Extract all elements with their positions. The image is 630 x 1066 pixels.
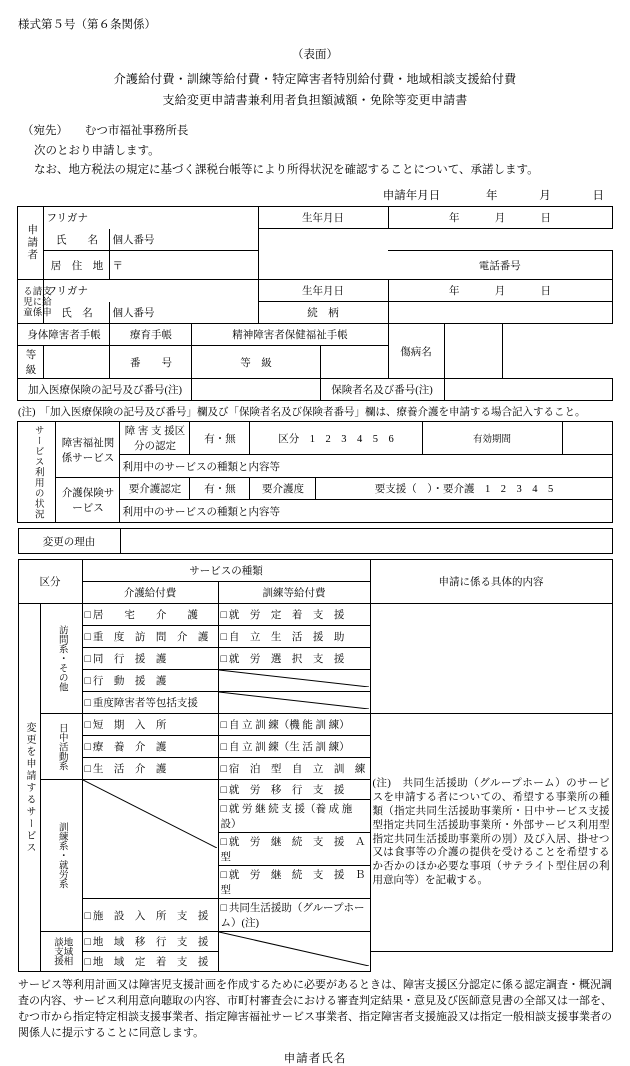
yokaigo-label: 要介護認定: [120, 478, 190, 500]
signature-label: 申請者氏名: [283, 1052, 347, 1065]
service-item-kunren-6[interactable]: □ 就 労 移 行 支 援: [218, 780, 370, 800]
service-item-kaigo-10[interactable]: □ 地 域 定 着 支 援: [82, 952, 218, 972]
group-kunren: 訓練系・就労系: [40, 780, 82, 932]
child-relation-label: 続 柄: [258, 302, 388, 324]
applicant-birth-value: 年 月 日: [388, 207, 612, 229]
shintai-label: 身体障害者手帳: [18, 324, 110, 346]
kubun-umu: 有・無: [190, 422, 250, 455]
kubun-levels: 区分 1 2 3 4 5 6: [250, 422, 422, 455]
shintai-grade-label: 等 級: [18, 346, 44, 379]
service-item-kunren-2[interactable]: □ 就 労 選 択 支 援: [218, 648, 370, 670]
group-chiiki: 地域相談支援: [40, 932, 82, 972]
service-item-kunren-9[interactable]: □ 就 労 継 続 支 援 Ｂ 型: [218, 866, 370, 899]
child-relation-value: [388, 302, 612, 324]
detail-header: 申請に係る具体的内容: [370, 560, 612, 604]
service-item-kunren-0[interactable]: □ 就 労 定 着 支 援: [218, 604, 370, 626]
addressee-line: [22, 122, 630, 138]
service-item-kaigo-5[interactable]: □ 短 期 入 所: [82, 714, 218, 736]
service-item-kunren-3[interactable]: □ 自 立 訓 練（機 能 訓 練）: [218, 714, 370, 736]
service-item-kunren-4[interactable]: □ 自 立 訓 練（生 活 訓 練）: [218, 736, 370, 758]
service-item-kaigo-2[interactable]: □ 同 行 援 護: [82, 648, 218, 670]
kunren-benefit-header: 訓練等給付費: [218, 582, 370, 604]
insurance-symbol-label: 加入医療保険の記号及び番号(注): [18, 379, 192, 401]
kubun-header: 区分: [18, 560, 82, 604]
service-item-kaigo-3[interactable]: □ 行 動 援 護: [82, 670, 218, 692]
kaigo-insurance-label: 介護保険サービス: [56, 478, 120, 523]
app-date-year: 年: [486, 190, 498, 202]
applicant-name-label: 氏 名: [44, 229, 110, 251]
statement-1: 次のとおり申請します。: [34, 145, 160, 157]
child-birth-value: 年 月 日: [388, 280, 612, 302]
service-item-kaigo-8[interactable]: □ 施 設 入 所 支 援: [82, 899, 218, 932]
document-title-line1: 介護給付費・訓練等給付費・特定障害者特別給付費・地域相談支援給付費: [113, 72, 517, 86]
detail-cell-top[interactable]: [370, 604, 612, 714]
ryoiku-label: 療育手帳: [110, 324, 192, 346]
service-item-kaigo-1[interactable]: □ 重 度 訪 問 介 護: [82, 626, 218, 648]
injury-label: 傷病名: [388, 324, 444, 379]
applicant-personal-no-label: 個人番号: [110, 229, 258, 251]
service-item-kunren-10[interactable]: □ 共同生活援助（グループホーム）(注): [218, 899, 370, 932]
group-homon: 訪問系・その他: [40, 604, 82, 714]
applicant-side-label: 申請者: [18, 207, 44, 280]
application-date-row: [0, 187, 604, 203]
yuko-label: 有効期間: [422, 422, 562, 455]
applicant-address-label: 居 住 地: [44, 251, 110, 280]
service-item-kunren-7[interactable]: □ 就 労 継 続 支 援（養 成 施 設）: [218, 800, 370, 833]
applicant-info-table: [17, 206, 612, 401]
applicant-address-value: 〒: [110, 251, 258, 280]
form-number: 様式第５号（第６条関係）: [18, 19, 156, 31]
kaigo-benefit-header: 介護給付費: [82, 582, 218, 604]
note-1: (注) 「加入医療保険の記号及び番号」欄及び「保険者名及び保険者番号」欄は、療養介護を申請する場合記入すること。: [18, 407, 586, 418]
service-item-kaigo-4[interactable]: □ 重度障害者等包括支援: [82, 692, 218, 714]
applicant-birth-label: 生年月日: [258, 207, 388, 229]
app-date-month: 月: [539, 190, 551, 202]
blank-diagonal-2: [218, 692, 370, 714]
app-date-day: 日: [592, 190, 604, 202]
injury-value: [444, 324, 502, 379]
side-label: （表面）: [292, 49, 338, 61]
document-page: [0, 16, 630, 1065]
applicant-phone-label: 電話番号: [388, 251, 612, 280]
yoshien-levels: 要支援（ ）・要介護 1 2 3 4 5: [316, 478, 612, 500]
service-item-kaigo-9[interactable]: □ 地 域 移 行 支 援: [82, 932, 218, 952]
seishin-grade-label: 等 級: [192, 346, 320, 379]
insurance-symbol-value: [192, 379, 320, 401]
kubun-label: 障 害 支 援区分の認定: [120, 422, 190, 455]
service-item-kunren-5[interactable]: □ 宿 泊 型 自 立 訓 練: [218, 758, 370, 780]
change-reason-value: [120, 529, 612, 554]
detail-note-head: (注): [372, 778, 391, 790]
service-status-table: [17, 421, 612, 523]
applicant-furigana-label: フリガナ: [44, 207, 258, 229]
service-item-kunren-1[interactable]: □ 自 立 生 活 援 助: [218, 626, 370, 648]
seishin-grade-value: [320, 346, 388, 379]
child-furigana-label: フリガナ: [44, 280, 258, 302]
change-reason-label: 変更の理由: [18, 529, 120, 554]
yuko-value: [562, 422, 612, 455]
addressee-name: むつ市福祉事務所長: [84, 125, 189, 137]
document-title-line2: 支給変更申請書兼利用者負担額減額・免除等変更申請書: [162, 93, 468, 107]
blank-diagonal-4: [218, 932, 370, 972]
consent-text: サービス等利用計画又は障害児支援計画を作成するために必要があるときは、障害支援区分認定に係る認定調査・概況調査の内容、サービス利用意向聴取の内容、市町村審査会における審査判定結果・意見及び医師意見書の全部又は一部を、むつ市から指定特定相談支援事業者、指定障害福祉サービス事業者、指定障害者支援施設又は指定一般相談支援事業者の関係人に提示することに同意します。: [18, 979, 612, 1039]
shogai-using-label: 利用中のサービスの種類と内容等: [120, 455, 612, 478]
detail-note-body: 共同生活援助（グループホーム）のサービスを申請する者についての、希望する事業所の種類（指定共同生活援助事業所・日中サービス支援型指定共同生活援助事業所・外部サービス利用型指定共同生活援助事業所の別）及び入居、掛せつ又は食事等の介護の提供を受けることを希望するか否かのほか必要な事項（サテライト型住居の利用意向等）を記載する。: [372, 778, 610, 887]
insurer-value: [444, 379, 612, 401]
addressee-prefix: （宛先）: [22, 125, 68, 137]
service-side-label: 変更を申請するサービス: [18, 604, 40, 972]
group-nicchu: 日中活動系: [40, 714, 82, 780]
child-name-label: 氏 名: [44, 302, 110, 324]
detail-note-cell[interactable]: [370, 714, 612, 952]
kaigo-using-label: 利用中のサービスの種類と内容等: [120, 500, 612, 523]
child-side-label: 支給申請に係る児童: [18, 280, 44, 324]
service-item-kaigo-0[interactable]: □ 居 宅 介 護: [82, 604, 218, 626]
insurer-label: 保険者名及び番号(注): [320, 379, 444, 401]
change-reason-table: [18, 528, 613, 554]
service-item-kaigo-7[interactable]: □ 生 活 介 護: [82, 758, 218, 780]
service-item-kunren-8[interactable]: □ 就 労 継 続 支 援 Ａ 型: [218, 833, 370, 866]
yokaigo-umu: 有・無: [190, 478, 250, 500]
service-item-kaigo-6[interactable]: □ 療 養 介 護: [82, 736, 218, 758]
blank-diagonal-3: [82, 780, 218, 899]
shogai-service-label: 障害福祉関係サービス: [56, 422, 120, 478]
blank-diagonal-1: [218, 670, 370, 692]
yokaigodo-label: 要介護度: [250, 478, 316, 500]
service-selection-table: [18, 559, 613, 972]
child-personal-no-label: 個人番号: [110, 302, 258, 324]
service-status-side-label: サービス利用の状況: [18, 422, 56, 523]
seishin-label: 精神障害者保健福祉手帳: [192, 324, 388, 346]
child-birth-label: 生年月日: [258, 280, 388, 302]
application-date-label: 申請年月日: [382, 190, 441, 202]
statement-2: なお、地方税法の規定に基づく課税台帳等により所得状況を確認することについて、承諾します。: [34, 164, 539, 176]
ryoiku-number-label: 番 号: [110, 346, 192, 379]
service-type-header: サービスの種類: [82, 560, 370, 582]
